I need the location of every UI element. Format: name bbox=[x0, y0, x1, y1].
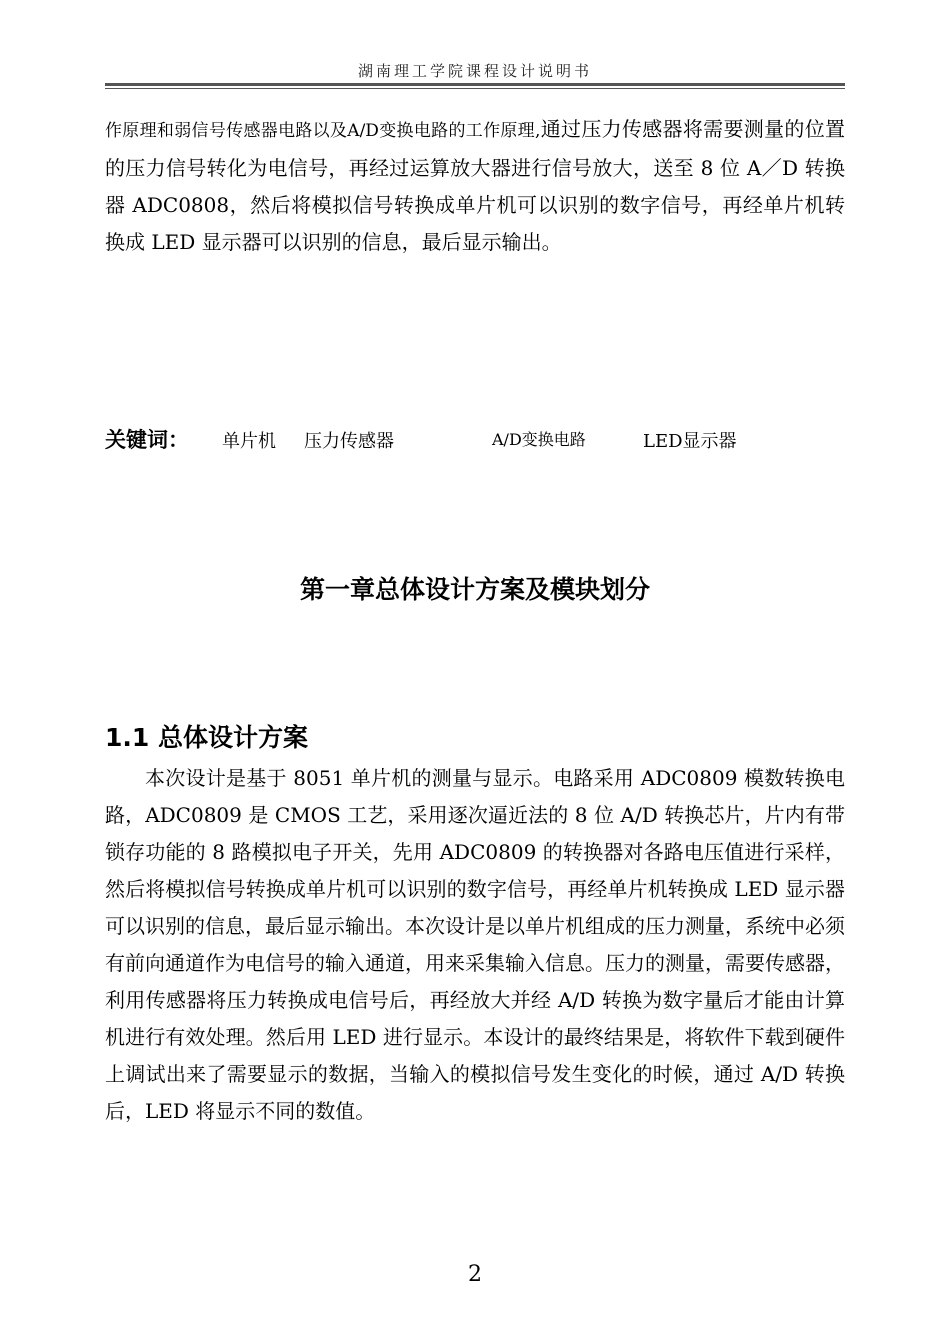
keyword-item: A/D变换电路 bbox=[492, 430, 586, 449]
section-title: 1.1 总体设计方案 bbox=[105, 723, 308, 752]
abstract-paragraph bbox=[105, 111, 845, 261]
chapter-title: 第一章总体设计方案及模块划分 bbox=[299, 575, 650, 604]
keywords-label: 关键词： bbox=[105, 428, 189, 452]
header-rule-thin bbox=[105, 88, 845, 89]
keyword-item: LED显示器 bbox=[643, 431, 737, 452]
abstract-text: 通过压力传感器将需要测量的位置的压力信号转化为电信号，再经过运算放大器进行信号放大，送至 8 位 A／D 转换器 ADC0808，然后将模拟信号转换成单片机可以识别的数字信号，再经单片机转换成 LED 显示器可以识别的信息，最后显示输出。 bbox=[105, 117, 846, 254]
header-rule bbox=[105, 83, 845, 86]
keyword-item: 压力传感器 bbox=[304, 431, 394, 452]
section-body-paragraph: 本次设计是基于 8051 单片机的测量与显示。电路采用 ADC0809 模数转换电路，ADC0809 是 CMOS 工艺，采用逐次逼近法的 8 位 A/D 转换芯片，片内有带锁存功能的 8 路模拟电子开关，先用 ADC0809 的转换器对各路电压值进行采样，然后将模拟信号转换成单片机可以识别的数字信号，再经单片机转换成 LED 显示器可以识别的信息，最后显示输出。本次设计是以单片机组成的压力测量，系统中必须有前向通道作为电信号的输入通道，用来采集输入信息。压力的测量，需要传感器，利用传感器将压力转换成电信号后，再经放大并经 A/D 转换为数字量后才能由计算机进行有效处理。然后用 LED 进行显示。本设计的最终结果是，将软件下载到硬件上调试出来了需要显示的数据，当输入的模拟信号发生变化的时候，通过 A/D 转换后，LED 将显示不同的数值。 bbox=[105, 766, 845, 1123]
running-header: 湖南理工学院课程设计说明书 bbox=[357, 62, 592, 80]
keywords-line bbox=[105, 424, 845, 456]
abstract-prefix: 作原理和弱信号传感器电路以及A/D变换电路的工作原理, bbox=[105, 121, 541, 141]
page-number: 2 bbox=[468, 1262, 482, 1287]
keyword-item: 单片机 bbox=[222, 431, 276, 452]
